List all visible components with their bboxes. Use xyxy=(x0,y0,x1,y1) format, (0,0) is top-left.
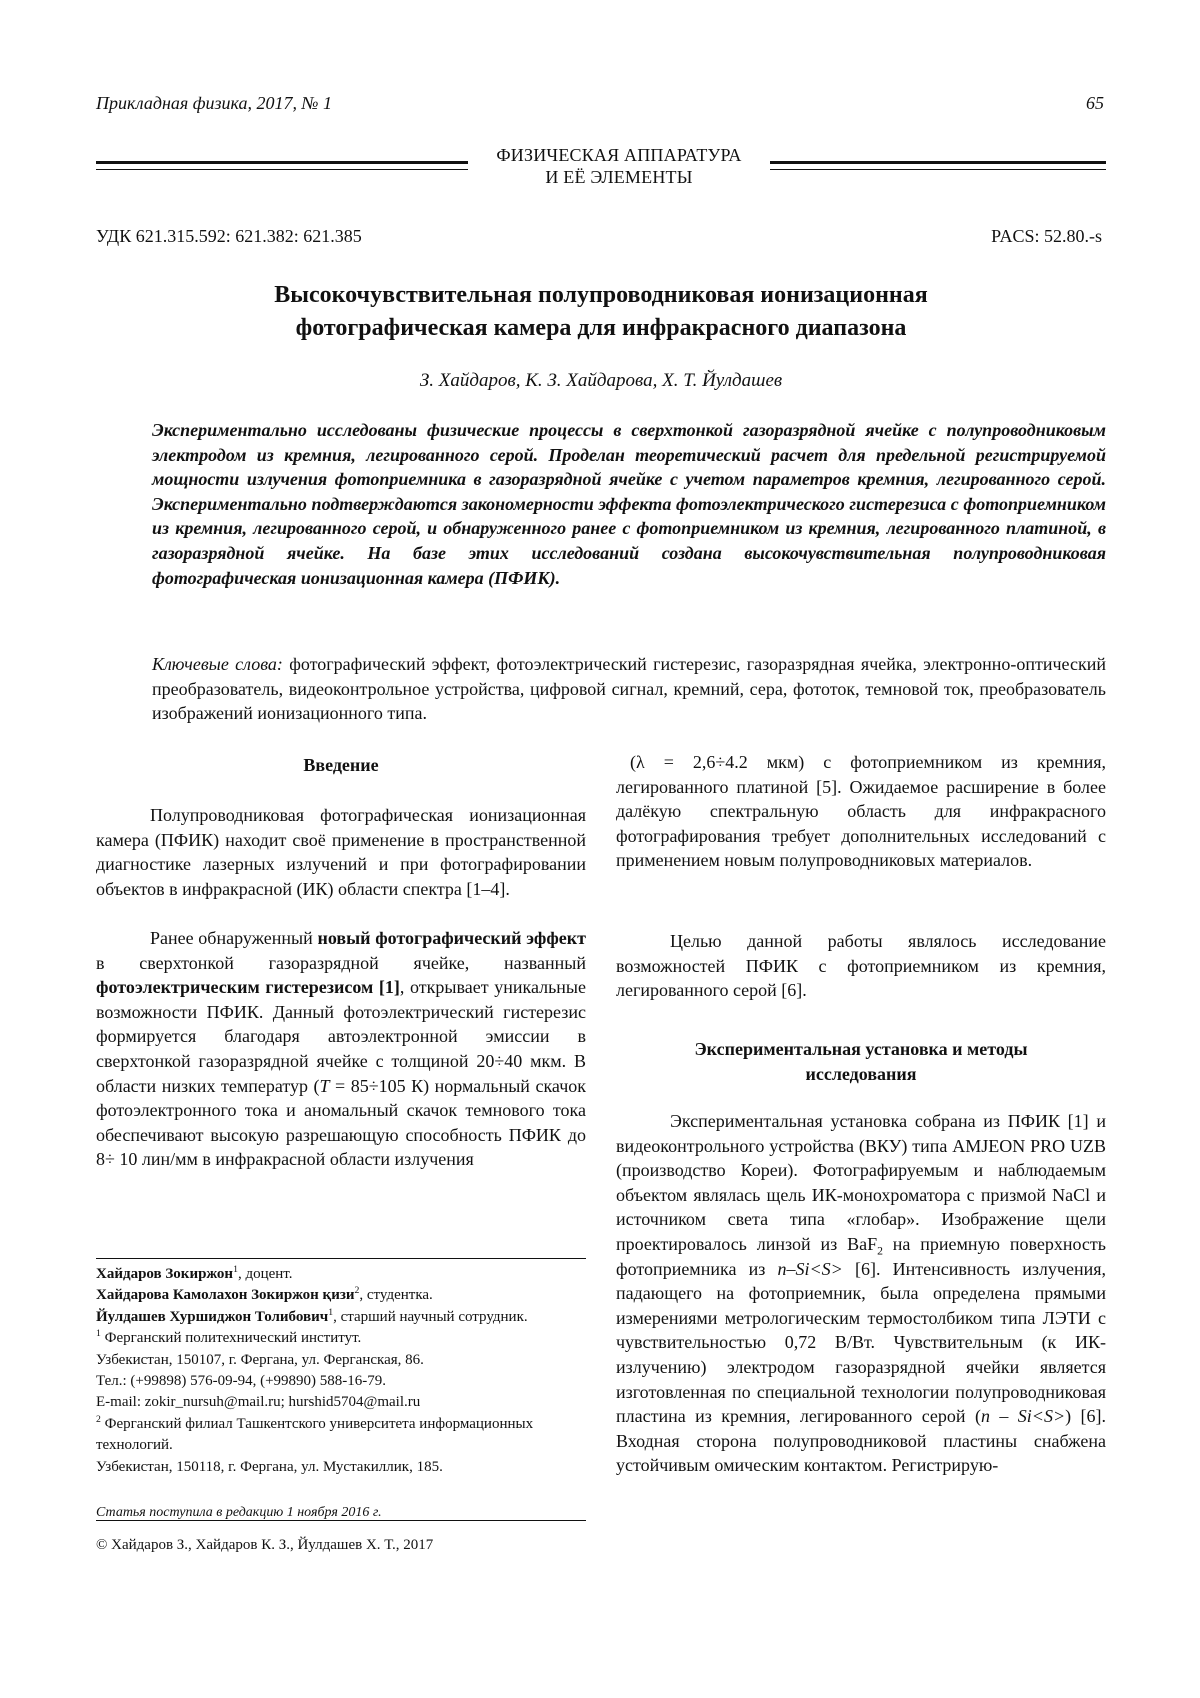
affiliation-1-phone: Тел.: (+99898) 576-09-94, (+99890) 588-16-79. xyxy=(96,1373,387,1390)
affiliation-2-name: Ферганский филиал Ташкентского университета информационных технологий. xyxy=(96,1415,534,1454)
footnote-author-2 xyxy=(96,1285,586,1306)
section-title-line1: ФИЗИЧЕСКАЯ АППАРАТУРА xyxy=(496,145,742,165)
intro-paragraph-2 xyxy=(96,926,586,1172)
pacs-code: PACS: 52.80.-s xyxy=(991,226,1102,246)
right-paragraph-2: Целью данной работы являлось исследование возможностей ПФИК с фотоприемником из кремния, легированного серой [6]. xyxy=(616,931,1106,1001)
intro-p2-text-e: , открывает уникальные возможности ПФИК. Данный фотоэлектрический гистерезис формируется благодаря автоэлектронной эмиссии в сверхтонкой газоразрядной ячейке с толщиной 20÷40 мкм. В области низких температур ( xyxy=(96,977,586,1096)
intro-p2-text-a: Ранее обнаруженный xyxy=(150,928,318,948)
intro-p2-text-c: в сверхтонкой газоразрядной ячейке, названный xyxy=(96,952,586,973)
section-title xyxy=(470,144,768,188)
affiliation-2-sup: 2 xyxy=(96,1413,101,1425)
author-1-sup: 1 xyxy=(233,1264,238,1275)
right-p3-text-a: Экспериментальная установка собрана из ПФИК [1] и видеоконтрольного устройства (ВКУ) типа AMJEON PRO UZB (производство Кореи). Фотографируемым и наблюдаемым объектом являлась щель ИК-монохроматора с призмой NaCl и источником света типа «глобар». Изображение щели проектировалось линзой из BaF xyxy=(616,1111,1106,1254)
footnote-author-3 xyxy=(96,1307,586,1328)
right-p3-text-c: [6]. Интенсивность излучения, падающего на фотоприемник, была определена прямыми измерениями метрологическим термостолбиком типа ЛЭТИ с чувствительностью 0,72 В/Вт. Чувствительным (к ИК-излучению) электродом газоразрядной ячейки является изготовленная по специальной технологии полупроводниковая пластина из кремния, легированного серой ( xyxy=(616,1258,1107,1427)
author-2-name: Хайдарова Камолахон Зокиржон қизи xyxy=(96,1287,355,1304)
article-title xyxy=(96,279,1106,345)
intro-p2-temperature-symbol: T xyxy=(319,1075,330,1096)
author-1-role: , доцент. xyxy=(237,1266,293,1282)
author-2-role: , студентка. xyxy=(359,1287,433,1304)
right-paragraph-1: (λ = 2,6÷4.2 мкм) с фотоприемником из кремния, легированного платиной [5]. Ожидаемое расширение в более далёкую спектральную область для инфракрасного фотографирования требует дополнительных исследований с применением новым полупроводниковых материалов. xyxy=(616,752,1106,871)
baf2-subscript: 2 xyxy=(877,1244,883,1258)
right-paragraph-3 xyxy=(616,1109,1106,1478)
copyright: © Хайдаров З., Хайдаров К. З., Йулдашев Х. Т., 2017 xyxy=(96,1537,434,1553)
intro-p2-bold-hysteresis: фотоэлектрическим гистерезисом [1] xyxy=(96,977,400,998)
section-rule-left xyxy=(96,161,468,170)
author-1-name: Хайдаров Зокиржон xyxy=(96,1266,234,1282)
copyright-divider xyxy=(96,1520,586,1521)
udk-code: УДК 621.315.592: 621.382: 621.385 xyxy=(96,226,362,246)
intro-p2-text-f: = 85÷105 К) нормальный скачок фотоэлектронного тока и аномальный скачок темнового тока обеспечивают высокую разрешающую способность ПФИК до 8÷ 10 лин/мм в инфракрасной области излучения xyxy=(96,1075,586,1170)
journal-name: Прикладная физика, 2017, № 1 xyxy=(96,93,332,113)
article-title-line2: фотографическая камера для инфракрасного диапазона xyxy=(295,315,907,341)
section-title-line2: И ЕЁ ЭЛЕМЕНТЫ xyxy=(545,167,693,187)
n-si-s-label: n–Si<S> xyxy=(777,1258,843,1279)
affiliation-1-address: Узбекистан, 150107, г. Фергана, ул. Ферганская, 86. xyxy=(96,1351,424,1368)
footnotes xyxy=(96,1264,586,1478)
author-3-role: , старший научный сотрудник. xyxy=(333,1308,528,1325)
affiliation-2 xyxy=(96,1414,586,1457)
affiliation-1-email: E-mail: zokir_nursuh@mail.ru; hurshid5704@mail.ru xyxy=(96,1394,421,1411)
experimental-heading xyxy=(616,1037,1106,1087)
n-si-s-label-2: n – Si<S> xyxy=(980,1406,1066,1427)
article-authors: З. Хайдаров, К. З. Хайдарова, Х. Т. Йулдашев xyxy=(419,370,783,391)
right-p3-text-d: ) [6]. Входная сторона полупроводниковой пластины снабжена устойчивым омическим контактом. Регистрирую- xyxy=(616,1406,1106,1476)
affiliation-1 xyxy=(96,1328,586,1349)
keywords xyxy=(152,652,1106,726)
experimental-heading-line2: исследования xyxy=(805,1064,917,1084)
intro-heading: Введение xyxy=(303,755,379,775)
affiliation-1-name: Ферганский политехнический институт. xyxy=(100,1330,362,1347)
intro-p2-bold-effect: новый фотографический эффект xyxy=(317,928,586,948)
author-2-sup: 2 xyxy=(354,1285,360,1297)
keywords-label: Ключевые слова: xyxy=(152,654,283,674)
author-3-sup: 1 xyxy=(328,1306,334,1318)
footnote-divider xyxy=(96,1258,586,1259)
article-title-line1: Высокочувствительная полупроводниковая ионизационная xyxy=(274,282,928,308)
author-3-name: Йулдашев Хуршиджон Толибович xyxy=(96,1308,329,1325)
experimental-heading-line1: Экспериментальная установка и методы xyxy=(694,1039,1028,1059)
abstract: Экспериментально исследованы физические процессы в сверхтонкой газоразрядной ячейке с полупроводниковым электродом из кремния, легированного серой. Проделан теоретический расчет для предельной регистрируемой мощности излучения фотоприемника в газоразрядной ячейке с учетом параметров кремния, легированного серой. Экспериментально подтверждаются закономерности эффекта фотоэлектрического гистерезиса с фотоприемником из кремния, легированного серой, и обнаруженного ранее с фотоприемником из кремния, легированного платиной, в газоразрядной ячейке. На базе этих исследований создана высокочувствительная полупроводниковая фотографическая ионизационная камера (ПФИК). xyxy=(152,420,1106,588)
received-date: Статья поступила в редакцию 1 ноября 2016 г. xyxy=(96,1505,382,1520)
right-p3-text-b: на приемную поверхность фотоприемника из xyxy=(616,1233,1106,1279)
footnote-author-1 xyxy=(96,1264,586,1285)
section-rule-right xyxy=(770,161,1106,170)
page-number: 65 xyxy=(1086,93,1104,113)
affiliation-2-address: Узбекистан, 150118, г. Фергана, ул. Мустакиллик, 185. xyxy=(96,1458,443,1475)
affiliation-1-sup: 1 xyxy=(96,1328,101,1340)
keywords-text: фотографический эффект, фотоэлектрический гистерезис, газоразрядная ячейка, электронно-оптический преобразователь, видеоконтрольное устройства, цифровой сигнал, кремний, сера, фототок, темновой ток, преобразователь изображений ионизационного типа. xyxy=(152,654,1106,724)
intro-paragraph-1: Полупроводниковая фотографическая ионизационная камера (ПФИК) находит своё применение в пространственной диагностике лазерных излучений и при фотографировании объектов в инфракрасной (ИК) области спектра [1–4]. xyxy=(96,805,586,899)
